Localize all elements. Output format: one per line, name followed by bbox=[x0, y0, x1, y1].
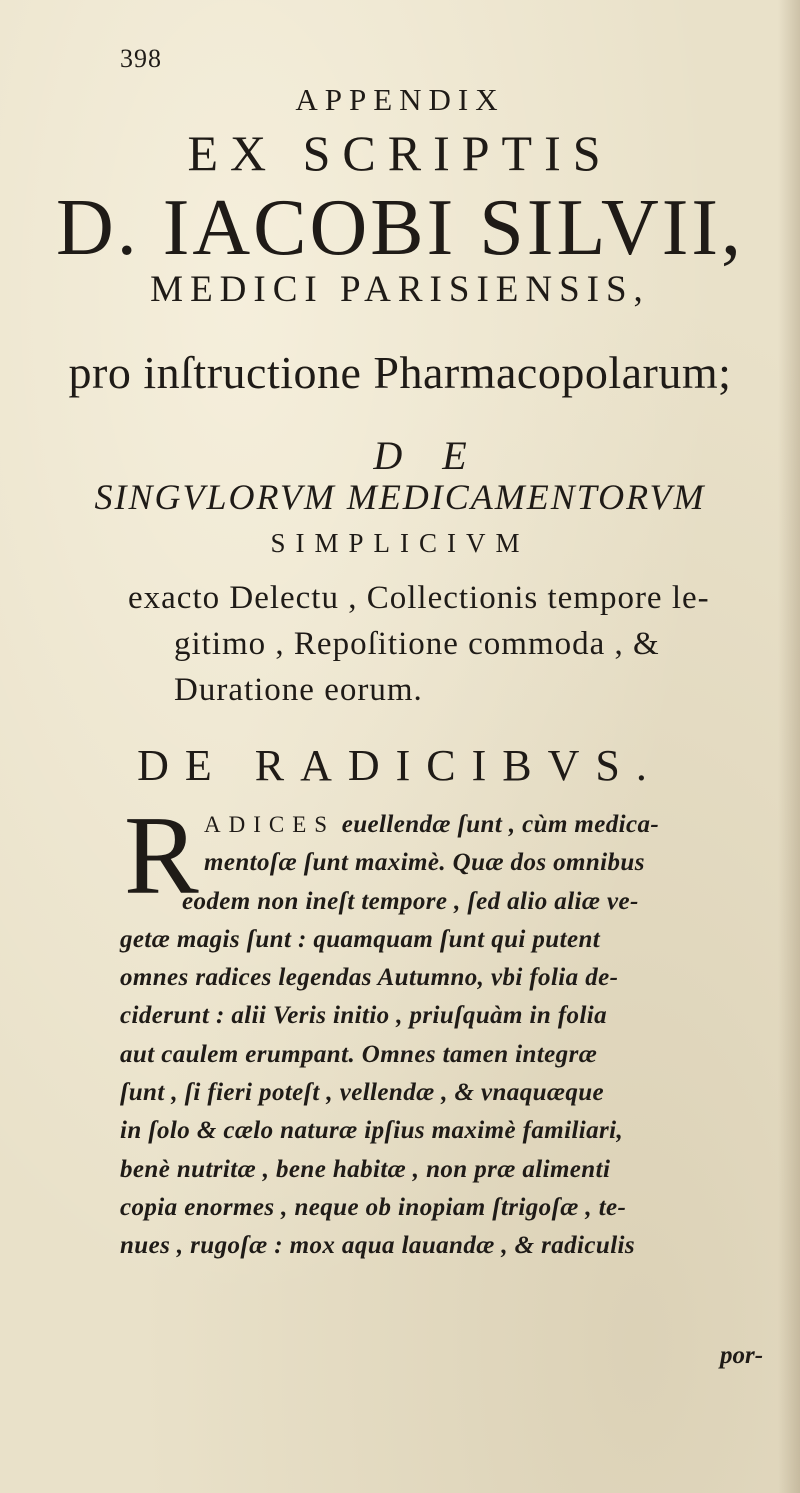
first-word: ADICES bbox=[204, 812, 336, 837]
body-line: ciderunt : alii Veris initio , priuſquàm in folia bbox=[120, 1002, 608, 1030]
drop-cap: R bbox=[124, 794, 199, 918]
body-line: ſunt , ſi fieri poteſt , vellendæ , & vnaquæque bbox=[120, 1079, 605, 1107]
catchword: por- bbox=[720, 1342, 764, 1369]
body-line bbox=[120, 806, 788, 844]
body-line-text: euellendæ ſunt , cùm medica- bbox=[341, 811, 660, 838]
body-line: eodem non ineſt tempore , ſed alio aliæ ve- bbox=[182, 887, 639, 915]
ex-scriptis-heading: EX SCRIPTIS bbox=[187, 125, 613, 181]
page-number: 398 bbox=[120, 44, 162, 73]
subtitle-block bbox=[128, 575, 788, 713]
simplicium-heading: SIMPLICIVM bbox=[270, 528, 530, 558]
body-line: benè nutritæ , bene habitæ , non præ alimenti bbox=[120, 1155, 611, 1183]
section-heading: DE RADICIBVS. bbox=[137, 741, 663, 790]
subtitle-line: gitimo , Repoſitione commoda , & bbox=[174, 626, 660, 662]
author-name: D. IACOBI SILVII, bbox=[55, 184, 745, 272]
singulorum-heading: SINGVLORVM MEDICAMENTORVM bbox=[94, 477, 706, 517]
body-line: getæ magis ſunt : quamquam ſunt qui putent bbox=[120, 925, 601, 953]
body-line: aut caulem erumpant. Omnes tamen integræ bbox=[120, 1040, 598, 1068]
body-line: nues , rugoſæ : mox aqua lauandæ , & radiculis bbox=[120, 1232, 636, 1260]
subtitle-line: exacto Delectu , Collectionis tempore le- bbox=[128, 580, 710, 616]
body-line: copia enormes , neque ob inopiam ſtrigoſæ , te- bbox=[120, 1193, 627, 1221]
appendix-heading: APPENDIX bbox=[295, 82, 505, 117]
subtitle-line: Duratione eorum. bbox=[174, 672, 423, 708]
de-heading: DE bbox=[373, 433, 507, 478]
body-paragraph bbox=[120, 806, 788, 1266]
body-line: omnes radices legendas Autumno, vbi folia de- bbox=[120, 964, 619, 992]
author-title: MEDICI PARISIENSIS, bbox=[150, 269, 650, 310]
body-line: mentoſæ ſunt maximè. Quæ dos omnibus bbox=[204, 849, 645, 877]
purpose-line: pro inſtructione Pharmacopolarum; bbox=[68, 347, 732, 398]
body-line: in ſolo & cælo naturæ ipſius maximè familiari, bbox=[120, 1117, 624, 1145]
